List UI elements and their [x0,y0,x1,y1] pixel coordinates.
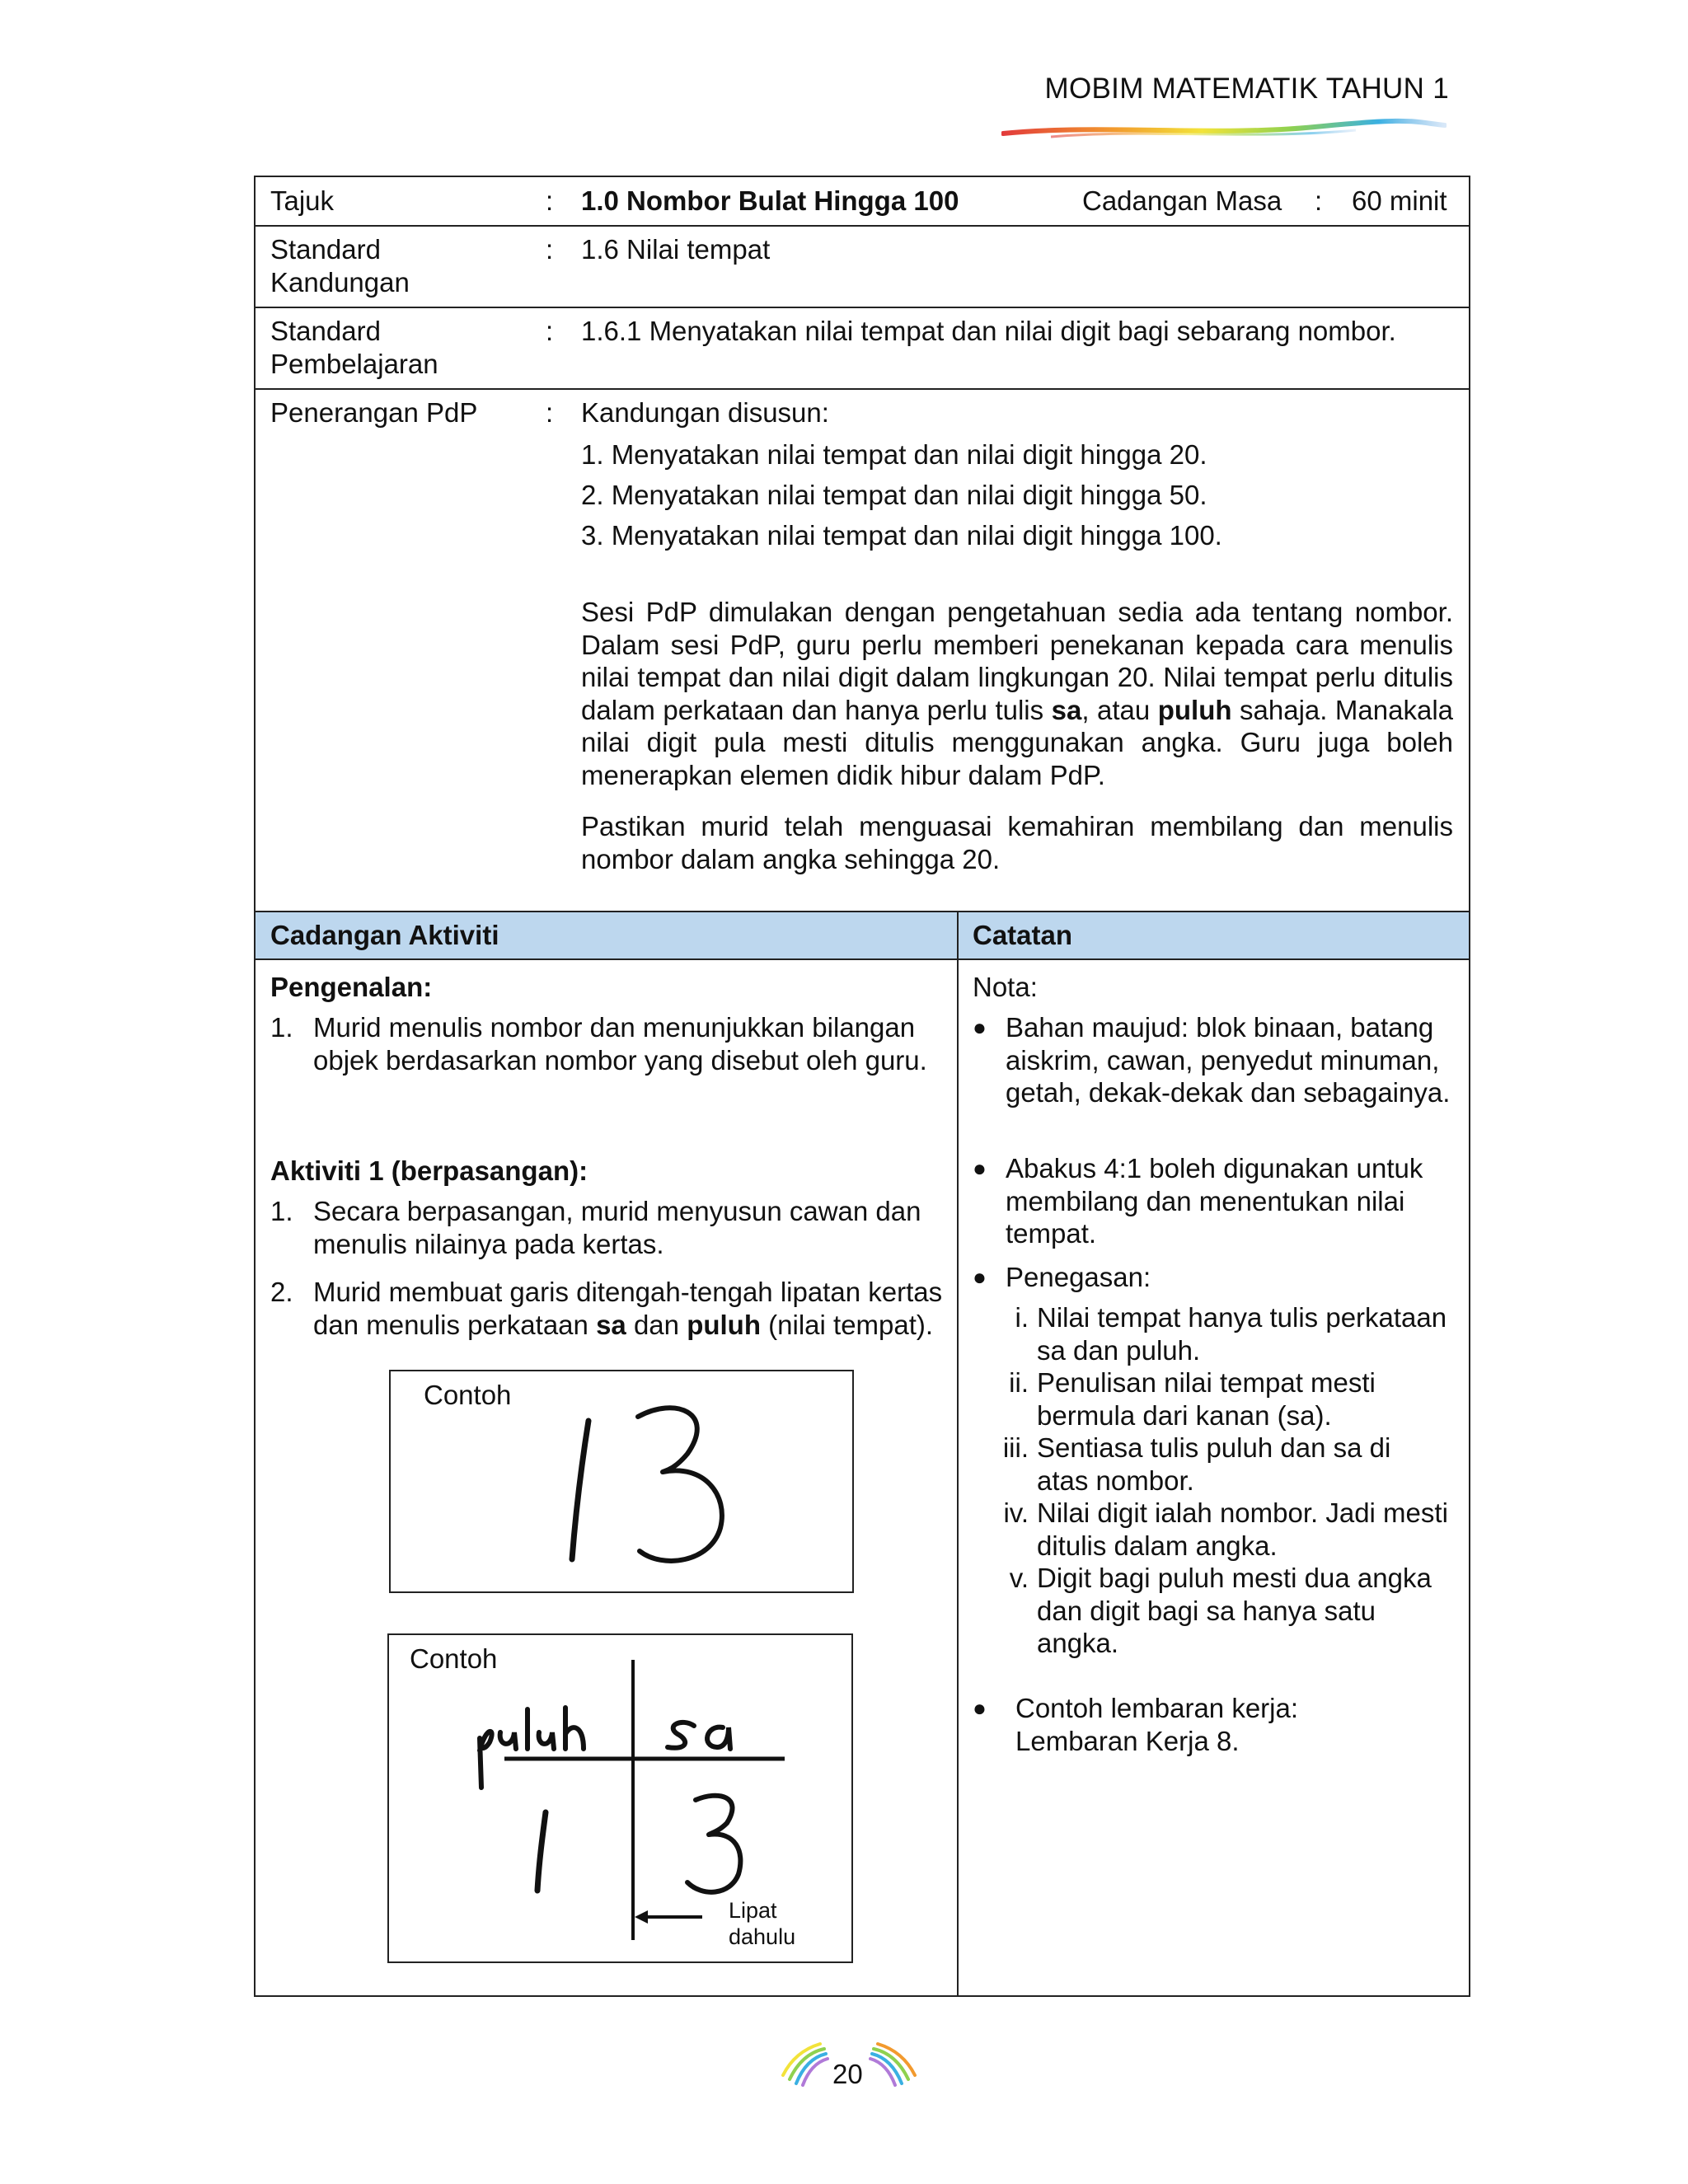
tajuk-value: 1.0 Nombor Bulat Hingga 100 [581,185,959,216]
note-bullet-3: ● Penegasan: [973,1262,1151,1292]
penerangan-intro: Kandungan disusun: [581,397,829,428]
list-item: 1. Menyatakan nilai tempat dan nilai digit hingga 20. [581,439,1207,470]
sk-value: 1.6 Nilai tempat [581,234,771,265]
pengenalan-item: 1. Murid menulis nombor dan menunjukkan bilangan objek berdasarkan nombor yang disebut oleh guru. [270,1012,927,1076]
row-standard-kandungan [256,227,1469,308]
lesson-plan-table: Tajuk : 1.0 Nombor Bulat Hingga 100 Cadangan Masa : 60 minit Standard Kandungan : 1.6 Nilai tempat Standard Pembelajaran : 1.6.1 Menyatakan nilai tempat dan nilai digit bagi sebarang nombor. Penerangan PdP : Kandungan disusun: 1. Menyatakan nilai tempat dan nilai digit hingga 20. 2. Menyatakan nilai tempat dan nilai digit hingga 50. 3. Menyatakan nilai tempat dan nilai digit hingga 100. Sesi PdP dimulakan dengan pengetahuan sedia ada tentang nombor. Dalam sesi PdP, guru perlu memberi penekanan kepada cara menulis nilai tempat dan nilai digit dalam lingkungan 20. Nilai tempat perlu ditulis dalam perkataan dan hanya perlu tulis sa, atau puluh sahaja. Manakala nilai digit pula mesti ditulis menggunakan angka. Guru juga boleh menerapkan elemen didik hibur dalam PdP. Pastikan murid telah menguasai kemahiran membilang dan menulis nombor dalam angka sehingga 20. Cadangan Aktiviti Catatan Pengenalan: 1. Murid menulis nombor dan menunjukkan bilangan objek berdasarkan nombor yang disebut oleh guru. Aktiviti 1 (berpasangan): 1. Secara berpasangan, murid menyusun cawan dan menulis nilainya pada kertas. 2. Murid membuat garis ditengah-tengah lipatan kertas dan menulis perkataan sa dan puluh (nilai tempat). Contoh Contoh Lipat dahulu Nota: ● Bahan maujud: blok binaan, batang aiskrim, cawan, penyedut minuman, getah, dekak-dekak dan sebagainya. ● Abakus 4:1 boleh digunakan untuk membilang dan menentukan nilai tempat. ● Penegasan: i. Nilai tempat hanya tulis perkataan sa dan puluh. ii. Penulisan nilai tempat mesti bermula dari kanan (sa). iii. Sentiasa tulis puluh dan sa di atas nombor. iv. Nilai digit ialah nombor. Jadi mesti ditulis dalam angka. v. Digit bagi puluh mesti dua angka dan digit bagi sa hanya satu angka. ● Contoh lembaran kerja: Lembaran Kerja 8. [254,176,1470,1997]
colon: : [546,397,554,428]
sp-label-line1: Standard [270,316,381,346]
page-number: 20 [832,2059,863,2089]
fold-label: Lipat dahulu [729,1898,796,1949]
row-tajuk [256,177,1469,227]
penerangan-label: Penerangan PdP [270,397,478,428]
activities-header-band [256,911,1469,960]
example-caption: Contoh [424,1380,512,1410]
masa-label: Cadangan Masa [1082,185,1282,216]
tajuk-label: Tajuk [270,185,335,216]
note-bullet-1: ● Bahan maujud: blok binaan, batang aiskrim, cawan, penyedut minuman, getah, dekak-dekak dan sebagainya. [973,1012,1451,1108]
row-standard-pembelajaran [256,308,1469,390]
aktiviti-item-2: 2. Murid membuat garis ditengah-tengah lipatan kertas dan menulis perkataan sa dan puluh (nilai tempat). [270,1277,943,1340]
rainbow-swash-decoration [1001,115,1447,145]
colon: : [1315,185,1323,216]
list-item: 2. Menyatakan nilai tempat dan nilai digit hingga 50. [581,480,1207,510]
catatan-header: Catatan [973,920,1073,950]
column-divider [957,911,959,1997]
row-penerangan [256,390,1469,886]
colon: : [546,316,554,346]
penerangan-paragraph-2: Pastikan murid telah menguasai kemahiran membilang dan menulis nombor dalam angka sehingga 20. [581,811,1453,874]
list-item: 3. Menyatakan nilai tempat dan nilai digit hingga 100. [581,520,1222,551]
example-box-2 [387,1633,853,1963]
aktiviti-title: Aktiviti 1 (berpasangan): [270,1155,588,1186]
colon: : [546,185,554,216]
handwritten-13 [391,1371,852,1591]
colon: : [546,234,554,265]
cadangan-aktiviti-header: Cadangan Aktiviti [270,920,499,950]
sk-label-line1: Standard [270,234,381,265]
header-title: MOBIM MATEMATIK TAHUN 1 [1044,73,1449,105]
penerangan-paragraph-1: Sesi PdP dimulakan dengan pengetahuan sedia ada tentang nombor. Dalam sesi PdP, guru perlu memberi penekanan kepada cara menulis nilai tempat dan nilai digit dalam lingkungan 20. Nilai tempat perlu ditulis dalam perkataan dan hanya perlu tulis sa, atau puluh sahaja. Manakala nilai digit pula mesti ditulis menggunakan angka. Guru juga boleh menerapkan elemen didik hibur dalam PdP. [581,597,1454,790]
nota-title: Nota: [973,972,1038,1002]
sp-value: 1.6.1 Menyatakan nilai tempat dan nilai digit bagi sebarang nombor. [581,316,1396,346]
masa-value: 60 minit [1352,185,1447,216]
note-bullet-4: ● Contoh lembaran kerja: Lembaran Kerja 8. [973,1693,1299,1756]
penerangan-list [581,434,1222,555]
sk-label-line2: Kandungan [270,267,410,298]
example-caption: Contoh [410,1643,498,1674]
note-bullet-2: ● Abakus 4:1 boleh digunakan untuk membilang dan menentukan nilai tempat. [973,1153,1423,1249]
aktiviti-item-1: 1. Secara berpasangan, murid menyusun cawan dan menulis nilainya pada kertas. [270,1196,921,1259]
sp-label-line2: Pembelajaran [270,349,438,379]
example-box-1 [389,1370,854,1593]
pengenalan-title: Pengenalan: [270,972,433,1002]
